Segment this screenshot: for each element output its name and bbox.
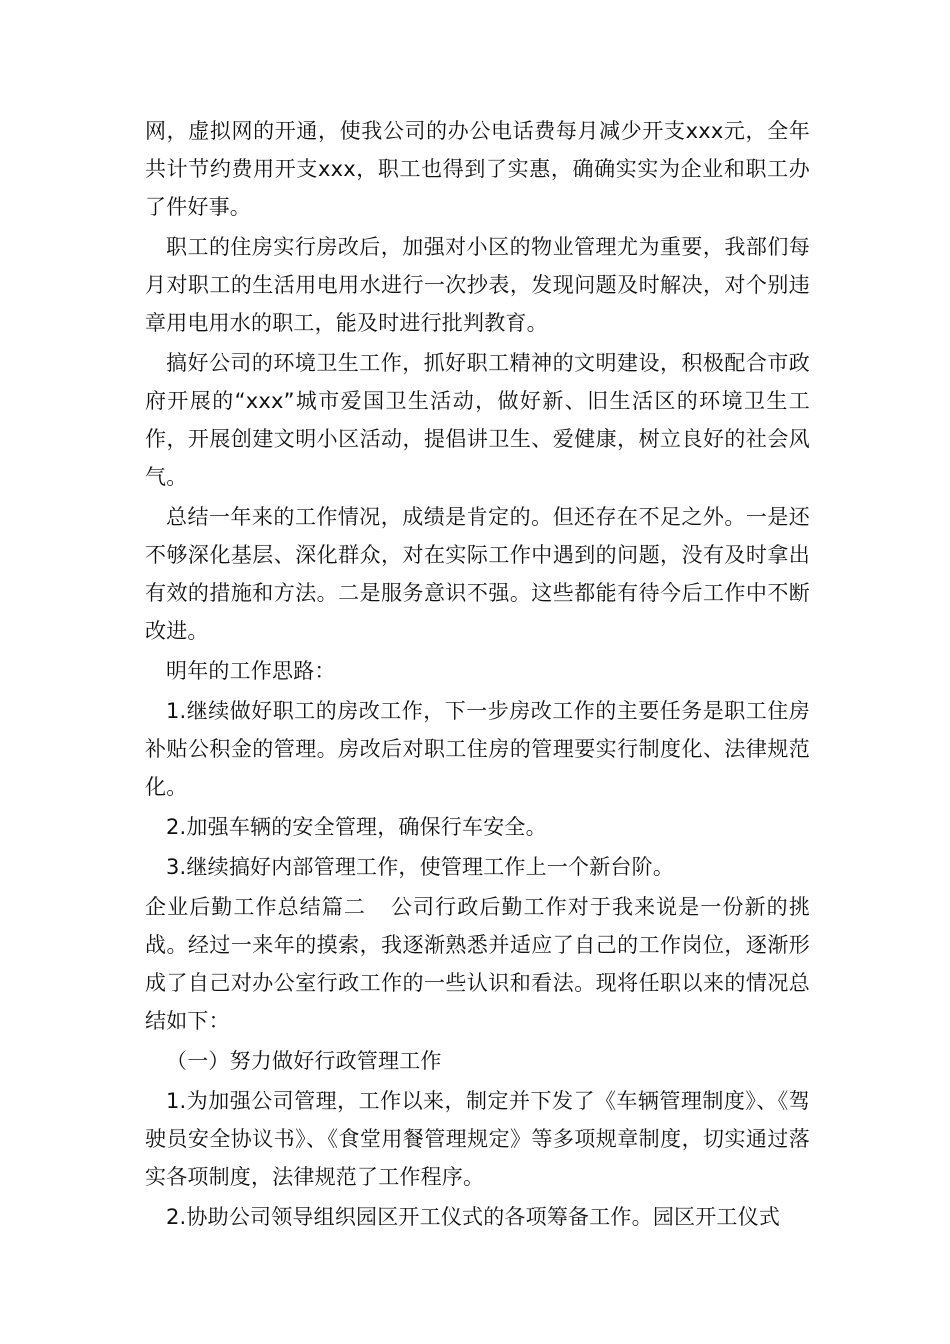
section-2-title: 企业后勤工作总结篇二: [145, 895, 367, 919]
paragraph-2: 职工的住房实行房改后，加强对小区的物业管理尤为重要，我部们每月对职工的生活用电用水进行一次抄表，发现问题及时解决，对个别违章用电用水的职工，能及时进行批判教育。: [145, 235, 810, 335]
paragraph-1: 网，虚拟网的开通，使我公司的办公电话费每月减少开支xxx元，全年共计节约费用开支xxx，职工也得到了实惠，确确实实为企业和职工办了件好事。: [145, 119, 810, 219]
admin-item-1: 1.为加强公司管理，工作以来，制定并下发了《车辆管理制度》、《驾驶员安全协议书》、《食堂用餐管理规定》等多项规章制度，切实通过落实各项制度，法律规范了工作程序。: [145, 1089, 810, 1189]
document-body: [145, 112, 810, 1238]
plan-item-3: 3.继续搞好内部管理工作，使管理工作上一个新台阶。: [166, 855, 675, 879]
section-2-intro: 公司行政后勤工作对于我来说是一份新的挑战。经过一来年的摸索，我逐渐熟悉并适应了自己的工作岗位，逐渐形成了自己对办公室行政工作的一些认识和看法。现将任职以来的情况总结如下：: [145, 895, 810, 1033]
subsection-heading-1: （一）努力做好行政管理工作: [166, 1049, 442, 1073]
plan-item-2: 2.加强车辆的安全管理，确保行车安全。: [166, 815, 547, 839]
paragraph-next-year-plan: 明年的工作思路：: [166, 659, 336, 683]
paragraph-4: 总结一年来的工作情况，成绩是肯定的。但还存在不足之外。一是还不够深化基层、深化群众，对在实际工作中遇到的问题，没有及时拿出有效的措施和方法。二是服务意识不强。这些都能有待今后工作中不断改进。: [145, 505, 810, 643]
plan-item-1: 1.继续做好职工的房改工作，下一步房改工作的主要任务是职工住房补贴公积金的管理。房改后对职工住房的管理要实行制度化、法律规范化。: [145, 699, 810, 799]
admin-item-2: 2.协助公司领导组织园区开工仪式的各项筹备工作。园区开工仪式: [166, 1205, 781, 1229]
paragraph-3: 搞好公司的环境卫生工作，抓好职工精神的文明建设，积极配合市政府开展的“xxx”城市爱国卫生活动，做好新、旧生活区的环境卫生工作，开展创建文明小区活动，提倡讲卫生、爱健康，树立良好的社会风气。: [145, 351, 810, 489]
section-2-paragraph: [145, 888, 810, 1040]
